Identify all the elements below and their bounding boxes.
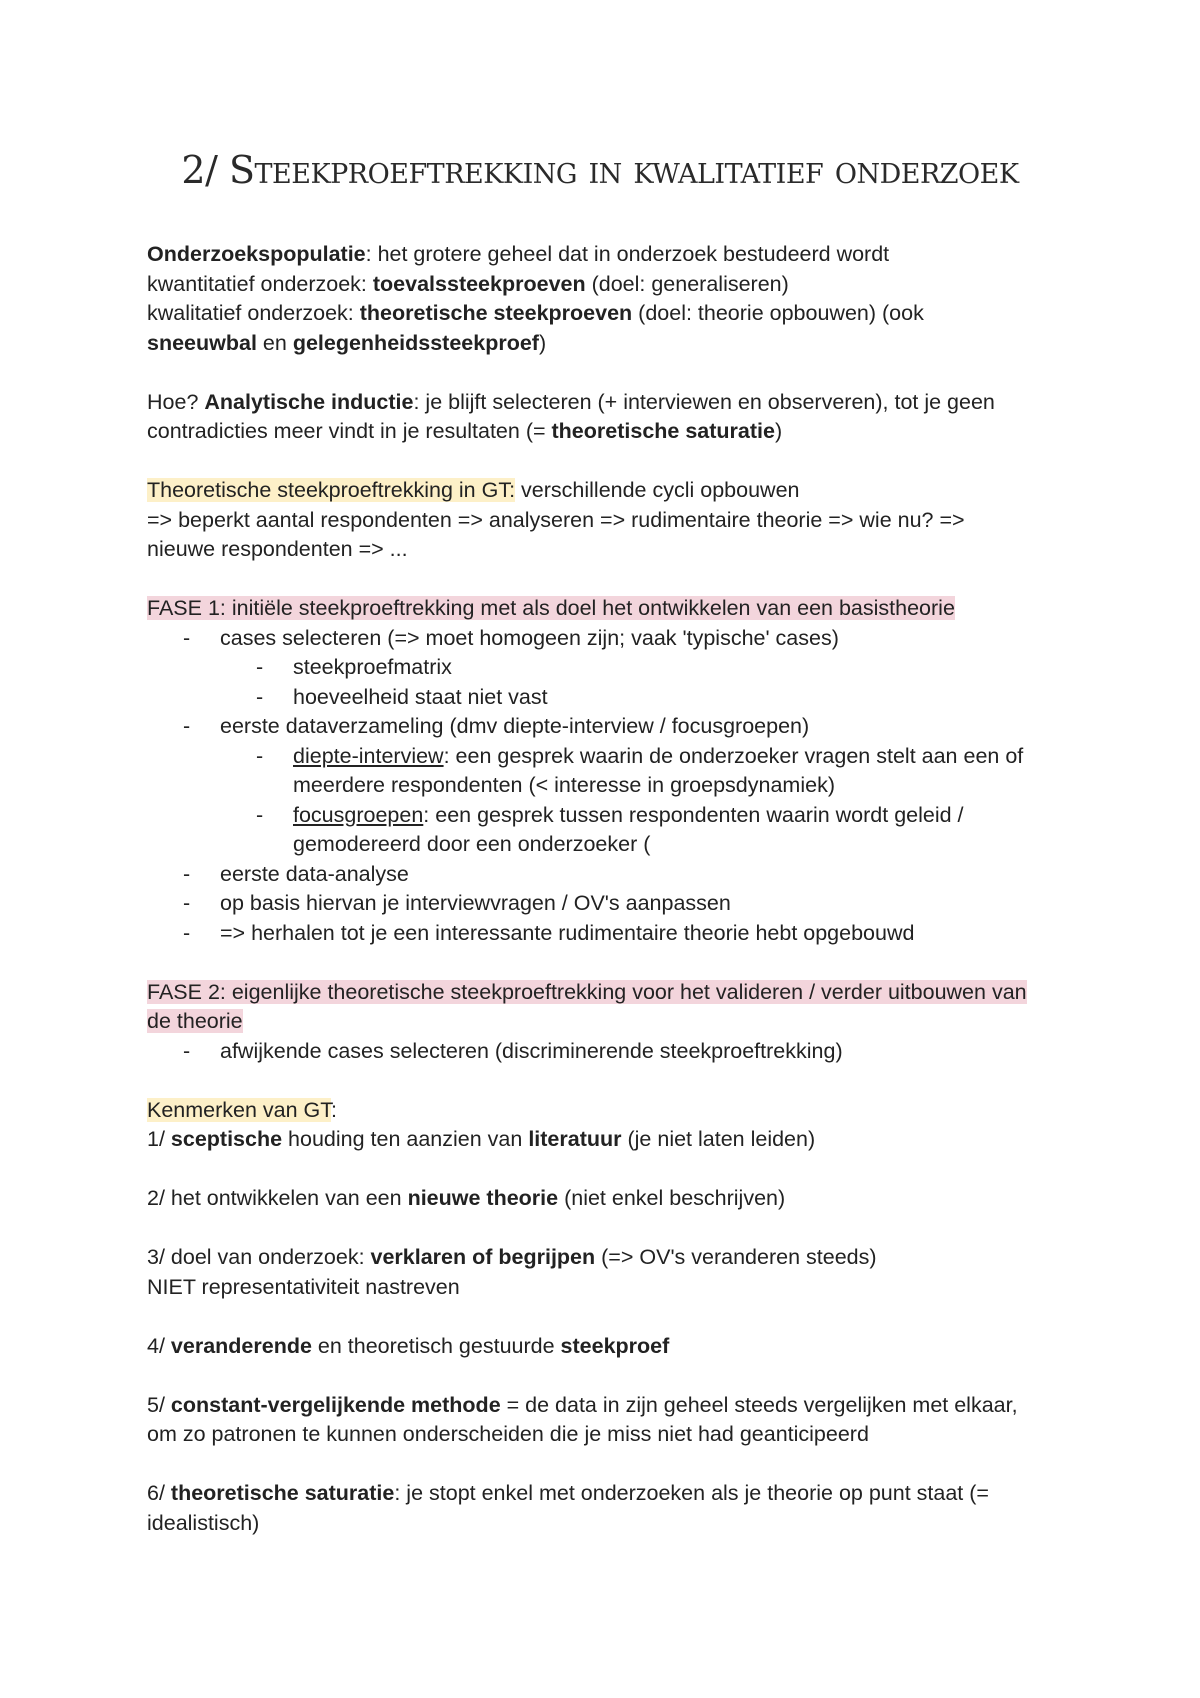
highlight-yellow: Theoretische steekproeftrekking in GT: (147, 478, 516, 502)
fase1-heading (147, 594, 1077, 624)
intro-line-4: sneeuwbal en gelegenheidssteekproef) (147, 330, 547, 355)
spacer (147, 565, 1077, 595)
kenmerken-heading: Kenmerken van GT: (147, 1097, 338, 1122)
kenmerk-3: 3/ doel van onderzoek: verklaren of begrijpen (=> OV's veranderen steeds) (147, 1245, 877, 1269)
kenmerk-1: 1/ sceptische houding ten aanzien van literatuur (je niet laten leiden) (147, 1127, 816, 1151)
list-item-nested: - diepte-interview: een gesprek waarin de onderzoeker vragen stelt aan een of meerdere respondenten (< interesse in groepsdynamiek) (256, 743, 1024, 797)
hoe-line-1: Hoe? Analytische inductie: je blijft selecteren (+ interviewen en observeren), tot je geen (147, 389, 995, 414)
gt-line-1: Theoretische steekproeftrekking in GT: verschillende cycli opbouwen (147, 478, 800, 502)
spacer (147, 1155, 1077, 1185)
list-item: - eerste data-analyse (183, 861, 409, 886)
kenmerk-3-line-2: NIET representativiteit nastreven (147, 1274, 460, 1299)
highlight-pink: FASE 2: eigenlijke theoretische steekproeftrekking voor het valideren / verder uitbouwen van (147, 979, 1027, 1004)
kenmerk-4: 4/ veranderende en theoretisch gestuurde steekproef (147, 1333, 670, 1358)
intro-line-1: Onderzoekspopulatie: het grotere geheel dat in onderzoek bestudeerd wordt (147, 242, 890, 266)
spacer (147, 1361, 1077, 1391)
spacer (147, 447, 1077, 477)
kenmerk-6-line-2: idealistisch) (147, 1510, 260, 1535)
intro-line-2: kwantitatief onderzoek: toevalssteekproeven (doel: generaliseren) (147, 271, 789, 296)
spacer (147, 1450, 1077, 1480)
highlight-yellow: Kenmerken van GT (147, 1097, 332, 1122)
spacer (147, 1214, 1077, 1244)
fase2-heading-line-1 (147, 978, 1077, 1008)
spacer (147, 948, 1077, 978)
intro-line-3: kwalitatief onderzoek: theoretische steekproeven (doel: theorie opbouwen) (ook (147, 301, 924, 325)
kenmerk-5-line-2: om zo patronen te kunnen onderscheiden die je miss niet had geanticipeerd (147, 1422, 869, 1446)
list-item-nested: - hoeveelheid staat niet vast (256, 684, 548, 709)
gt-line-3: nieuwe respondenten => ... (147, 537, 408, 561)
kenmerk-5: 5/ constant-vergelijkende methode = de data in zijn geheel steeds vergelijken met elkaar, (147, 1392, 1018, 1417)
highlight-pink: FASE 1: initiële steekproeftrekking met als doel het ontwikkelen van een basistheorie (147, 596, 955, 620)
spacer (147, 1302, 1077, 1332)
hoe-line-2: contradicties meer vindt in je resultaten (= theoretische saturatie) (147, 419, 783, 443)
fase2-heading-line-2 (147, 1007, 1077, 1037)
document-body (147, 240, 1077, 1538)
highlight-pink: de theorie (147, 1009, 243, 1033)
list-item: - op basis hiervan je interviewvragen / OV's aanpassen (183, 891, 731, 915)
list-item: - => herhalen tot je een interessante rudimentaire theorie hebt opgebouwd (183, 920, 915, 945)
spacer (147, 1066, 1077, 1096)
page-title: 2/ Steekproeftrekking in kwalitatief onderzoek (181, 148, 1019, 192)
list-item-nested: - steekproefmatrix (256, 655, 452, 679)
gt-line-2: => beperkt aantal respondenten => analyseren => rudimentaire theorie => wie nu? => (147, 507, 965, 532)
list-item: - cases selecteren (=> moet homogeen zijn; vaak 'typische' cases) (183, 625, 839, 650)
kenmerk-6: 6/ theoretische saturatie: je stopt enkel met onderzoeken als je theorie op punt staat (= (147, 1481, 989, 1505)
kenmerk-2: 2/ het ontwikkelen van een nieuwe theorie (niet enkel beschrijven) (147, 1186, 786, 1210)
spacer (147, 358, 1077, 388)
list-item-nested: - focusgroepen: een gesprek tussen respondenten waarin wordt geleid / gemodereerd door een onderzoeker ( (256, 802, 964, 856)
list-item: - afwijkende cases selecteren (discriminerende steekproeftrekking) (183, 1038, 843, 1063)
list-item: - eerste dataverzameling (dmv diepte-interview / focusgroepen) (183, 714, 810, 738)
